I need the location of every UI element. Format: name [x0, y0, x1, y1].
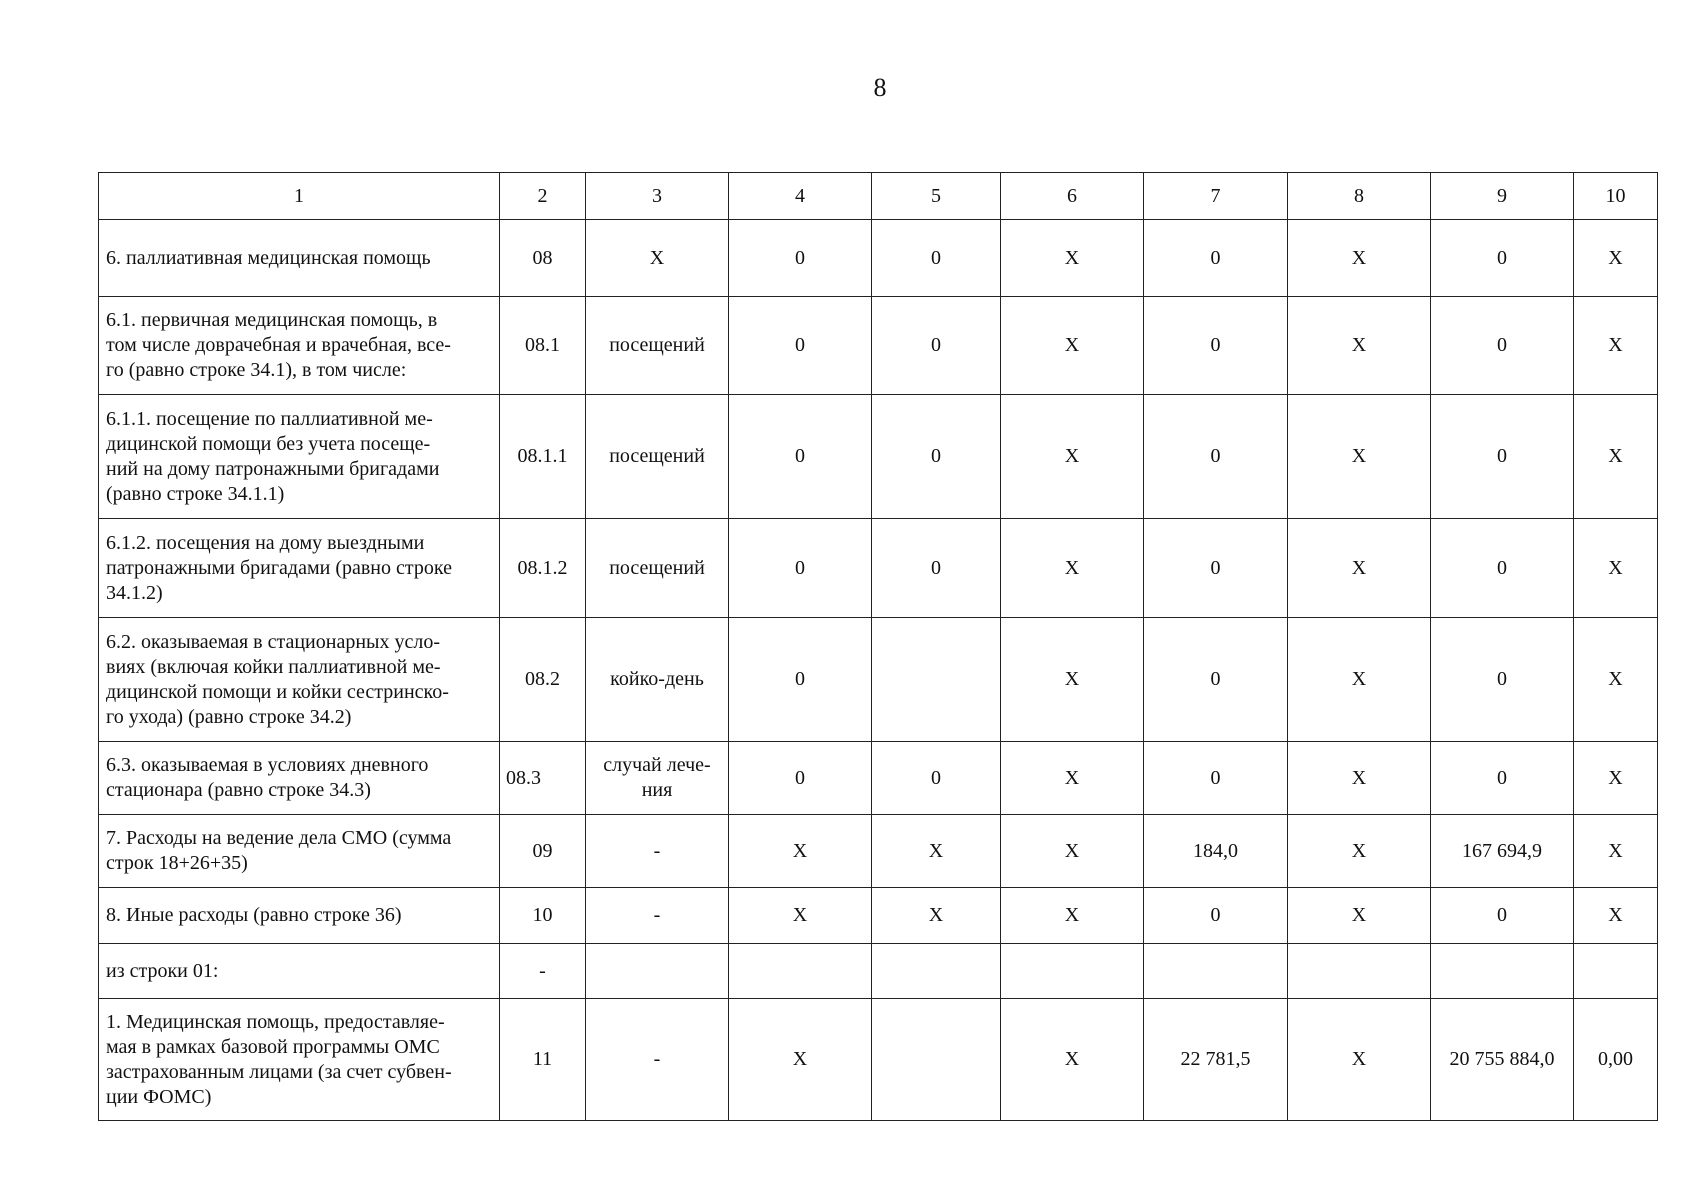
label-line: 6.1.1. посещение по паллиативной ме-: [106, 407, 433, 430]
table-cell: [1144, 944, 1288, 999]
unit-line: случай лече-: [603, 754, 711, 776]
table-row: [99, 999, 1658, 1121]
table-cell: 0: [1431, 220, 1574, 297]
label-line: виях (включая койки паллиативной ме-: [106, 655, 441, 678]
header-cell: 5: [872, 173, 1001, 220]
header-cell: 3: [586, 173, 729, 220]
table-cell: Х: [1288, 742, 1431, 815]
table-cell: 0: [1144, 220, 1288, 297]
header-cell: 8: [1288, 173, 1431, 220]
label-line: 34.1.2): [106, 581, 163, 604]
table-cell: 0: [1144, 888, 1288, 944]
table-cell: 0: [729, 297, 872, 395]
label-line: 6.1.2. посещения на дому выездными: [106, 531, 425, 554]
table-cell: [872, 944, 1001, 999]
table-row: [99, 742, 1658, 815]
table-cell: [1001, 944, 1144, 999]
row-label: [99, 742, 500, 815]
unit-cell: посещений: [586, 395, 729, 519]
row-code: 11: [500, 999, 586, 1121]
table-cell: 0: [729, 220, 872, 297]
table-cell: 0: [1431, 297, 1574, 395]
row-label: [99, 944, 500, 999]
row-label: [99, 519, 500, 618]
label-line: 6.3. оказываемая в условиях дневного: [106, 754, 429, 776]
label-line: строк 18+26+35): [106, 852, 248, 874]
unit-cell: [586, 944, 729, 999]
table-row: [99, 519, 1658, 618]
table-cell: 0: [1431, 742, 1574, 815]
row-code: 08.2: [500, 618, 586, 742]
unit-cell: -: [586, 888, 729, 944]
table-cell: 22 781,5: [1144, 999, 1288, 1121]
table-row: [99, 297, 1658, 395]
table-cell: 0: [729, 618, 872, 742]
table-cell: 0: [872, 519, 1001, 618]
label-line: 6.1. первичная медицинская помощь, в: [106, 309, 438, 331]
label-line: застрахованным лицами (за счет субвен-: [106, 1060, 452, 1083]
row-code: 08.3: [500, 742, 586, 815]
label-line: мая в рамках базовой программы ОМС: [106, 1035, 440, 1058]
row-code: -: [500, 944, 586, 999]
table-cell: 0: [872, 742, 1001, 815]
row-code: 08.1.2: [500, 519, 586, 618]
table-row: [99, 220, 1658, 297]
table-cell: Х: [729, 999, 872, 1121]
label-line: 7. Расходы на ведение дела СМО (сумма: [106, 827, 452, 849]
header-cell: 10: [1574, 173, 1658, 220]
table-cell: 20 755 884,0: [1431, 999, 1574, 1121]
table-cell: 0: [1431, 395, 1574, 519]
unit-cell: -: [586, 999, 729, 1121]
table-cell: 0: [729, 395, 872, 519]
row-label: [99, 618, 500, 742]
table-cell: Х: [1001, 220, 1144, 297]
label-line: дицинской помощи без учета посеще-: [106, 432, 431, 455]
table-cell: 0: [1144, 519, 1288, 618]
table-cell: 0: [729, 519, 872, 618]
table-row: [99, 618, 1658, 742]
unit-cell: -: [586, 815, 729, 888]
table-cell: Х: [872, 815, 1001, 888]
table-cell: Х: [1574, 395, 1658, 519]
row-label: [99, 395, 500, 519]
table-cell: 0: [872, 220, 1001, 297]
unit-cell: посещений: [586, 519, 729, 618]
label-line: том числе доврачебная и врачебная, все-: [106, 334, 451, 356]
table-header-row: [99, 173, 1658, 220]
table-cell: Х: [872, 888, 1001, 944]
table-cell: Х: [1001, 888, 1144, 944]
header-cell: 7: [1144, 173, 1288, 220]
table-cell: 0,00: [1574, 999, 1658, 1121]
table-cell: Х: [1574, 220, 1658, 297]
table-cell: Х: [1574, 297, 1658, 395]
table-cell: [872, 618, 1001, 742]
header-cell: 1: [99, 173, 500, 220]
table-cell: 0: [1144, 297, 1288, 395]
table-cell: [1431, 944, 1574, 999]
table-cell: Х: [1288, 519, 1431, 618]
table-cell: Х: [1001, 999, 1144, 1121]
table-cell: 0: [729, 742, 872, 815]
label-line: ний на дому патронажными бригадами: [106, 457, 440, 480]
unit-cell: койко-день: [586, 618, 729, 742]
row-label: [99, 888, 500, 944]
row-code: 08: [500, 220, 586, 297]
unit-cell: [586, 742, 729, 815]
label-line: из строки 01:: [106, 959, 219, 982]
table-cell: 0: [872, 395, 1001, 519]
table-cell: Х: [1574, 815, 1658, 888]
table-cell: 0: [1431, 519, 1574, 618]
label-line: го (равно строке 34.1), в том числе:: [106, 359, 407, 381]
row-code: 08.1.1: [500, 395, 586, 519]
table-cell: 0: [1431, 618, 1574, 742]
label-line: патронажными бригадами (равно строке: [106, 556, 452, 579]
table-cell: 0: [1144, 618, 1288, 742]
table-row: [99, 395, 1658, 519]
table-cell: Х: [1001, 742, 1144, 815]
table-cell: [729, 944, 872, 999]
header-cell: 2: [500, 173, 586, 220]
row-label: [99, 297, 500, 395]
table-cell: [1288, 944, 1431, 999]
table-cell: Х: [729, 815, 872, 888]
table-cell: 0: [1144, 395, 1288, 519]
table-cell: 0: [1144, 742, 1288, 815]
table-cell: Х: [1001, 297, 1144, 395]
label-line: 8. Иные расходы (равно строке 36): [106, 904, 402, 926]
label-line: 1. Медицинская помощь, предоставляе-: [106, 1010, 445, 1033]
row-code: 08.1: [500, 297, 586, 395]
table-cell: Х: [1574, 618, 1658, 742]
table-cell: [1574, 944, 1658, 999]
row-label: [99, 220, 500, 297]
table-cell: 0: [872, 297, 1001, 395]
table-cell: Х: [1288, 618, 1431, 742]
table-row: [99, 888, 1658, 944]
table-cell: Х: [1288, 815, 1431, 888]
header-cell: 6: [1001, 173, 1144, 220]
table-cell: Х: [1001, 395, 1144, 519]
row-code: 09: [500, 815, 586, 888]
label-line: стационара (равно строке 34.3): [106, 779, 371, 801]
table-cell: 0: [1431, 888, 1574, 944]
label-line: 6.2. оказываемая в стационарных усло-: [106, 630, 440, 653]
table-cell: Х: [1288, 888, 1431, 944]
table-row: [99, 944, 1658, 999]
table-cell: 167 694,9: [1431, 815, 1574, 888]
table-cell: Х: [1574, 888, 1658, 944]
table-cell: Х: [1574, 519, 1658, 618]
row-label: [99, 999, 500, 1121]
table-cell: Х: [729, 888, 872, 944]
table-cell: [872, 999, 1001, 1121]
table-cell: Х: [1288, 220, 1431, 297]
table-cell: Х: [1288, 395, 1431, 519]
page-number: 8: [873, 73, 887, 102]
label-line: дицинской помощи и койки сестринско-: [106, 680, 449, 703]
header-cell: 9: [1431, 173, 1574, 220]
label-line: (равно строке 34.1.1): [106, 482, 285, 505]
header-cell: 4: [729, 173, 872, 220]
table-cell: Х: [1001, 618, 1144, 742]
data-table: [98, 172, 1658, 1121]
table-cell: Х: [1288, 999, 1431, 1121]
unit-line: ния: [641, 779, 673, 801]
row-label: [99, 815, 500, 888]
table-cell: Х: [1001, 519, 1144, 618]
table-row: [99, 815, 1658, 888]
unit-cell: посещений: [586, 297, 729, 395]
table-cell: Х: [1288, 297, 1431, 395]
table-cell: 184,0: [1144, 815, 1288, 888]
unit-cell: Х: [586, 220, 729, 297]
label-line: ции ФОМС): [106, 1085, 212, 1108]
label-line: 6. паллиативная медицинская помощь: [106, 246, 431, 269]
label-line: го ухода) (равно строке 34.2): [106, 705, 352, 728]
row-code: 10: [500, 888, 586, 944]
table-cell: Х: [1574, 742, 1658, 815]
table-cell: Х: [1001, 815, 1144, 888]
